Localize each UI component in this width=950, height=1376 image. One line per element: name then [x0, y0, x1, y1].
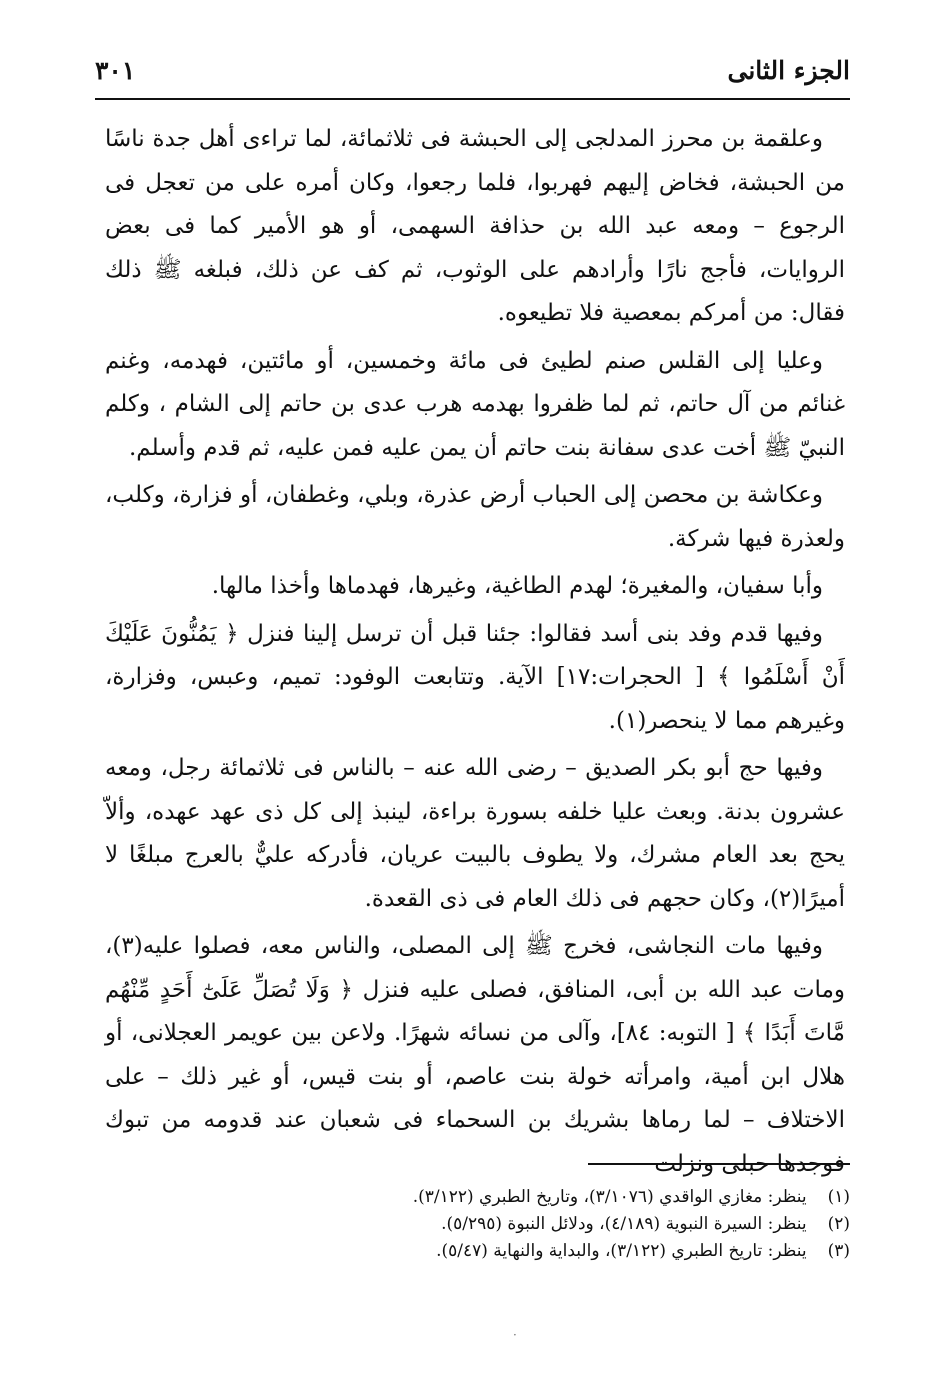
footnote-text: ينظر: تاريخ الطبري (٣/١٢٢)، والبداية والنهاية (٥/٤٧). [436, 1241, 807, 1261]
page-header [95, 52, 850, 100]
page-number: ٣٠١ [95, 56, 136, 85]
footnote-number: (١) [827, 1187, 850, 1207]
footnote-divider [588, 1163, 850, 1165]
main-text [105, 118, 845, 1177]
footnotes [105, 1184, 850, 1265]
footnote [105, 1238, 850, 1265]
paragraph: وعليا إلى القلس صنم لطيئ فى مائة وخمسين، أو مائتين، فهدمه، وغنم غنائم من آل حاتم، ثم لما ظفروا بهدمه هرب عدى بن حاتم إلى الشام ، وكلم النبيّ ﷺ أخت عدى سفانة بنت حاتم أن يمن عليه فمن عليه، ثم قدم وأسلم. [105, 347, 845, 461]
paragraph: وعلقمة بن محرز المدلجى إلى الحبشة فى ثلاثمائة، لما تراءى أهل جدة ناسًا من الحبشة، فخاض إليهم فهربوا، فلما رجعوا، وكان أمره على من تعجل فى الرجوع – ومعه عبد الله بن حذافة السهمى، أو هو الأمير كما فى بعض الروايات، فأجج نارًا وأرادهم على الوثوب، ثم كف عن ذلك، فبلغه ﷺ ذلك فقال: من أمركم بمعصية فلا تطيعوه. [105, 126, 845, 326]
footnote [105, 1211, 850, 1238]
scan-mark: · [513, 1328, 517, 1342]
paragraph: وفيها قدم وفد بنى أسد فقالوا: جئنا قبل أن ترسل إلينا فنزل ﴿ يَمُنُّونَ عَلَيْكَ أَنْ أَسْلَمُوا ﴾ [ الحجرات:١٧] الآية. وتتابعت الوفود: تميم، وعبس، وفزارة، وغيرهم مما لا ينحصر(١). [105, 620, 845, 734]
footnote-text: ينظر: السيرة النبوية (٤/١٨٩)، ودلائل النبوة (٥/٢٩٥). [441, 1214, 807, 1234]
running-head: الجزء الثانى [727, 56, 850, 85]
paragraph: وفيها حج أبو بكر الصديق – رضى الله عنه – بالناس فى ثلاثمائة رجل، ومعه عشرون بدنة. وبعث عليا خلفه بسورة براءة، لينبذ إلى كل ذى عهد عهده، وألاّ يحج بعد العام مشرك، ولا يطوف بالبيت عريان، فأدركه عليٌّ بالعرج مبلغًا لا أميرًا(٢)، وكان حجهم فى ذلك العام فى ذى القعدة. [105, 755, 845, 912]
footnote-text: ينظر: مغازي الواقدي (٣/١٠٧٦)، وتاريخ الطبري (٣/١٢٢). [412, 1187, 807, 1207]
footnote [105, 1184, 850, 1211]
footnote-number: (٢) [827, 1214, 850, 1234]
paragraph: وفيها مات النجاشى، فخرج ﷺ إلى المصلى، والناس معه، فصلوا عليه(٣)، ومات عبد الله بن أبى، المنافق، فصلى عليه فنزل ﴿ وَلَا تُصَلِّ عَلَىٰٓ أَحَدٍ مِّنْهُم مَّاتَ أَبَدًا ﴾ [ التوبه: ٨٤]، وآلى من نسائه شهرًا. ولاعن بين عويمر العجلانى، أو هلال ابن أمية، وامرأته خولة بنت عاصم، أو بنت قيس، أو غير ذلك – على الاختلاف – لما رماها بشريك بن السحماء فى شعبان عند قدومه من تبوك فوجدها حبلى ونزلت [105, 933, 845, 1177]
footnote-number: (٣) [827, 1241, 850, 1261]
paragraph: وأبا سفيان، والمغيرة؛ لهدم الطاغية، وغيرها، فهدماها وأخذا مالها. [211, 573, 823, 599]
paragraph: وعكاشة بن محصن إلى الحباب أرض عذرة، وبلي، وغطفان، أو فزارة، وكلب، ولعذرة فيها شركة. [105, 482, 845, 552]
